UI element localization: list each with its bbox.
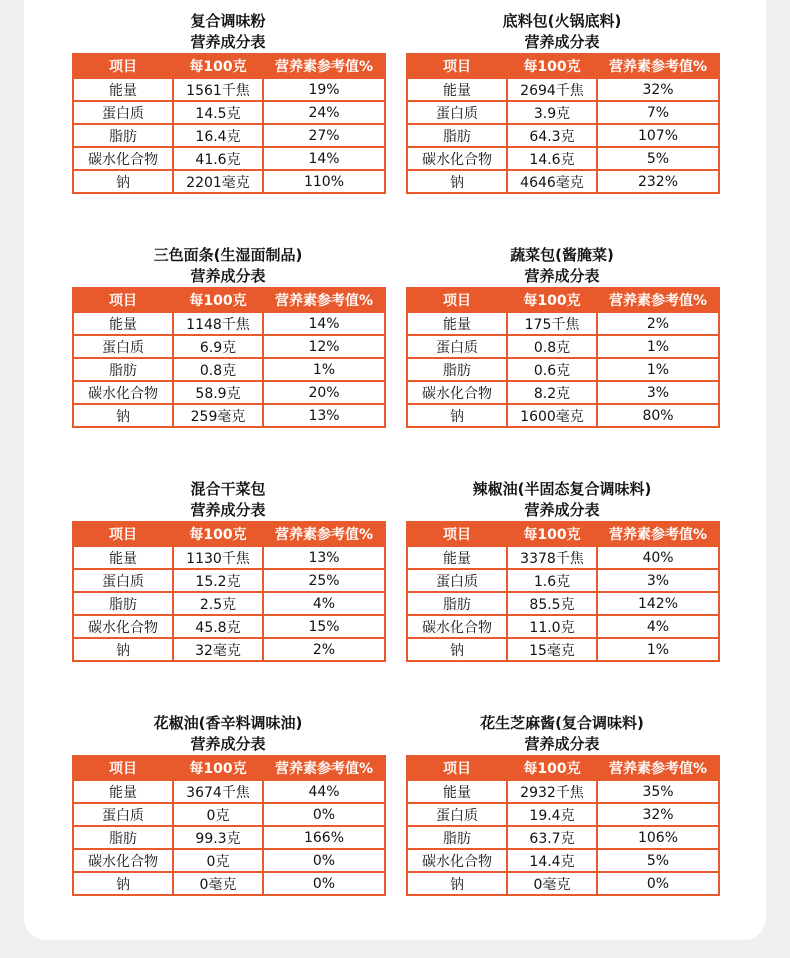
nutrient-name: 脂肪 (73, 826, 173, 849)
nutrient-nrv: 12% (263, 335, 385, 358)
nutrition-table (406, 755, 720, 896)
table-row (407, 381, 719, 404)
nutrient-name: 蛋白质 (407, 101, 507, 124)
table-row (73, 592, 385, 615)
header-per100: 每100克 (173, 288, 263, 312)
table-row (73, 569, 385, 592)
header-per100: 每100克 (173, 756, 263, 780)
product-title: 复合调味粉 (190, 12, 266, 30)
table-row (73, 147, 385, 170)
table-row (407, 101, 719, 124)
nutrient-nrv: 3% (597, 569, 719, 592)
nutrient-nrv: 0% (597, 872, 719, 895)
nutrient-name: 脂肪 (407, 358, 507, 381)
nutrient-nrv: 5% (597, 849, 719, 872)
nutrient-nrv: 19% (263, 78, 385, 101)
nutrient-name: 钠 (73, 638, 173, 661)
nutrient-amount: 2201毫克 (173, 170, 263, 193)
nutrient-nrv: 27% (263, 124, 385, 147)
table-row (407, 78, 719, 101)
nutrient-amount: 41.6克 (173, 147, 263, 170)
nutrient-nrv: 0% (263, 849, 385, 872)
nutrient-nrv: 166% (263, 826, 385, 849)
nutrition-table-block (406, 11, 718, 194)
nutrient-name: 脂肪 (407, 592, 507, 615)
table-row (407, 849, 719, 872)
table-row (73, 124, 385, 147)
nutrient-nrv: 13% (263, 546, 385, 569)
nutrition-table (406, 287, 720, 428)
nutrient-amount: 3.9克 (507, 101, 597, 124)
table-row (407, 592, 719, 615)
table-row (73, 335, 385, 358)
nutrient-name: 钠 (73, 170, 173, 193)
nutrient-nrv: 110% (263, 170, 385, 193)
header-nrv: 营养素参考值% (263, 522, 385, 546)
nutrient-name: 碳水化合物 (73, 615, 173, 638)
table-row (73, 170, 385, 193)
table-row (407, 780, 719, 803)
nutrient-amount: 0克 (173, 803, 263, 826)
table-row (407, 404, 719, 427)
nutrient-amount: 175千焦 (507, 312, 597, 335)
nutrient-nrv: 7% (597, 101, 719, 124)
nutrient-name: 蛋白质 (407, 335, 507, 358)
product-title: 辣椒油(半固态复合调味料) (472, 480, 652, 498)
nutrient-amount: 58.9克 (173, 381, 263, 404)
nutrient-nrv: 35% (597, 780, 719, 803)
nutrient-name: 能量 (407, 546, 507, 569)
header-nrv: 营养素参考值% (263, 288, 385, 312)
nutrient-amount: 0.8克 (507, 335, 597, 358)
nutrient-amount: 14.5克 (173, 101, 263, 124)
nutrient-amount: 14.4克 (507, 849, 597, 872)
nutrient-amount: 15毫克 (507, 638, 597, 661)
table-header-row (407, 522, 719, 546)
table-header-row (73, 54, 385, 78)
header-item: 项目 (407, 54, 507, 78)
nutrient-name: 脂肪 (73, 592, 173, 615)
nutrient-amount: 16.4克 (173, 124, 263, 147)
table-row (407, 872, 719, 895)
table-row (73, 78, 385, 101)
table-row (407, 312, 719, 335)
table-row (407, 826, 719, 849)
nutrient-name: 脂肪 (73, 358, 173, 381)
nutrient-amount: 0.6克 (507, 358, 597, 381)
nutrient-amount: 0毫克 (507, 872, 597, 895)
nutrient-nrv: 142% (597, 592, 719, 615)
nutrient-amount: 2694千焦 (507, 78, 597, 101)
nutrient-amount: 2932千焦 (507, 780, 597, 803)
header-per100: 每100克 (507, 756, 597, 780)
table-row (73, 780, 385, 803)
nutrient-name: 钠 (73, 872, 173, 895)
header-item: 项目 (73, 522, 173, 546)
nutrient-amount: 2.5克 (173, 592, 263, 615)
nutrition-table-block (406, 245, 718, 428)
nutrient-amount: 14.6克 (507, 147, 597, 170)
table-row (73, 615, 385, 638)
table-row (407, 335, 719, 358)
product-title: 底料包(火锅底料) (502, 12, 622, 30)
nutrient-amount: 15.2克 (173, 569, 263, 592)
header-item: 项目 (73, 54, 173, 78)
product-title: 花椒油(香辛料调味油) (153, 714, 303, 732)
nutrient-nrv: 106% (597, 826, 719, 849)
nutrient-nrv: 32% (597, 78, 719, 101)
header-item: 项目 (73, 288, 173, 312)
nutrient-nrv: 4% (263, 592, 385, 615)
nutrient-amount: 1561千焦 (173, 78, 263, 101)
product-title: 花生芝麻酱(复合调味料) (480, 714, 644, 732)
table-header-row (407, 288, 719, 312)
nutrient-name: 蛋白质 (73, 803, 173, 826)
nutrient-amount: 1600毫克 (507, 404, 597, 427)
nutrient-name: 钠 (407, 404, 507, 427)
nutrient-name: 碳水化合物 (407, 615, 507, 638)
nutrition-table-block (72, 479, 384, 662)
table-subtitle: 营养成分表 (190, 501, 266, 519)
table-row (73, 101, 385, 124)
header-item: 项目 (73, 756, 173, 780)
table-row (73, 803, 385, 826)
nutrient-nrv: 5% (597, 147, 719, 170)
nutrient-amount: 0毫克 (173, 872, 263, 895)
nutrient-amount: 3674千焦 (173, 780, 263, 803)
table-row (407, 615, 719, 638)
nutrient-nrv: 2% (597, 312, 719, 335)
table-header-row (73, 522, 385, 546)
nutrition-table (72, 755, 386, 896)
table-row (73, 546, 385, 569)
nutrient-name: 蛋白质 (73, 101, 173, 124)
table-row (73, 381, 385, 404)
nutrient-nrv: 40% (597, 546, 719, 569)
product-title: 混合干菜包 (190, 480, 266, 498)
table-row (73, 849, 385, 872)
nutrient-nrv: 0% (263, 872, 385, 895)
nutrient-name: 蛋白质 (407, 803, 507, 826)
nutrient-name: 钠 (407, 872, 507, 895)
nutrient-name: 能量 (73, 546, 173, 569)
nutrient-nrv: 44% (263, 780, 385, 803)
header-nrv: 营养素参考值% (597, 54, 719, 78)
nutrient-amount: 45.8克 (173, 615, 263, 638)
nutrient-nrv: 3% (597, 381, 719, 404)
nutrient-amount: 1.6克 (507, 569, 597, 592)
header-nrv: 营养素参考值% (263, 756, 385, 780)
header-per100: 每100克 (507, 288, 597, 312)
table-row (407, 803, 719, 826)
table-row (407, 638, 719, 661)
table-subtitle: 营养成分表 (190, 33, 266, 51)
header-nrv: 营养素参考值% (597, 288, 719, 312)
nutrient-nrv: 107% (597, 124, 719, 147)
header-per100: 每100克 (507, 54, 597, 78)
table-subtitle: 营养成分表 (524, 267, 600, 285)
nutrition-table-block (72, 11, 384, 194)
nutrient-amount: 259毫克 (173, 404, 263, 427)
header-per100: 每100克 (507, 522, 597, 546)
nutrient-amount: 0.8克 (173, 358, 263, 381)
nutrient-amount: 6.9克 (173, 335, 263, 358)
nutrient-nrv: 14% (263, 147, 385, 170)
table-subtitle: 营养成分表 (524, 33, 600, 51)
nutrient-nrv: 24% (263, 101, 385, 124)
nutrition-table (406, 53, 720, 194)
nutrient-nrv: 1% (597, 335, 719, 358)
nutrient-amount: 85.5克 (507, 592, 597, 615)
nutrient-nrv: 15% (263, 615, 385, 638)
nutrient-amount: 99.3克 (173, 826, 263, 849)
table-row (407, 546, 719, 569)
nutrient-nrv: 32% (597, 803, 719, 826)
nutrient-name: 能量 (73, 312, 173, 335)
nutrition-table-block (406, 713, 718, 896)
nutrient-nrv: 4% (597, 615, 719, 638)
product-title: 三色面条(生湿面制品) (153, 246, 303, 264)
nutrient-amount: 1148千焦 (173, 312, 263, 335)
nutrition-table (72, 287, 386, 428)
nutrient-name: 能量 (73, 780, 173, 803)
table-subtitle: 营养成分表 (190, 267, 266, 285)
table-row (407, 147, 719, 170)
nutrient-amount: 63.7克 (507, 826, 597, 849)
nutrient-name: 能量 (407, 78, 507, 101)
nutrient-name: 碳水化合物 (73, 147, 173, 170)
nutrition-table (72, 53, 386, 194)
table-row (407, 124, 719, 147)
table-row (73, 826, 385, 849)
nutrition-table (72, 521, 386, 662)
table-header-row (73, 288, 385, 312)
nutrient-nrv: 1% (597, 358, 719, 381)
header-per100: 每100克 (173, 54, 263, 78)
table-header-row (73, 756, 385, 780)
header-nrv: 营养素参考值% (597, 756, 719, 780)
header-nrv: 营养素参考值% (263, 54, 385, 78)
table-row (407, 569, 719, 592)
nutrient-name: 能量 (407, 312, 507, 335)
table-row (73, 638, 385, 661)
nutrient-nrv: 13% (263, 404, 385, 427)
nutrition-table-block (72, 713, 384, 896)
table-subtitle: 营养成分表 (524, 735, 600, 753)
nutrient-nrv: 20% (263, 381, 385, 404)
nutrient-name: 能量 (407, 780, 507, 803)
nutrient-name: 脂肪 (407, 124, 507, 147)
nutrient-amount: 4646毫克 (507, 170, 597, 193)
nutrient-name: 碳水化合物 (407, 147, 507, 170)
nutrient-amount: 1130千焦 (173, 546, 263, 569)
nutrient-name: 碳水化合物 (407, 381, 507, 404)
nutrient-amount: 32毫克 (173, 638, 263, 661)
nutrient-nrv: 1% (263, 358, 385, 381)
nutrient-name: 能量 (73, 78, 173, 101)
nutrient-name: 脂肪 (73, 124, 173, 147)
table-subtitle: 营养成分表 (524, 501, 600, 519)
nutrient-name: 脂肪 (407, 826, 507, 849)
table-row (73, 312, 385, 335)
table-subtitle: 营养成分表 (190, 735, 266, 753)
nutrient-nrv: 25% (263, 569, 385, 592)
nutrient-amount: 19.4克 (507, 803, 597, 826)
header-nrv: 营养素参考值% (597, 522, 719, 546)
nutrition-table-block (406, 479, 718, 662)
table-row (407, 170, 719, 193)
nutrient-amount: 0克 (173, 849, 263, 872)
nutrient-name: 钠 (407, 638, 507, 661)
nutrient-name: 碳水化合物 (407, 849, 507, 872)
nutrient-name: 蛋白质 (73, 335, 173, 358)
table-row (73, 872, 385, 895)
nutrient-name: 钠 (73, 404, 173, 427)
nutrient-name: 钠 (407, 170, 507, 193)
nutrient-name: 蛋白质 (407, 569, 507, 592)
nutrition-table (406, 521, 720, 662)
nutrient-nrv: 80% (597, 404, 719, 427)
header-item: 项目 (407, 288, 507, 312)
header-item: 项目 (407, 756, 507, 780)
table-row (73, 404, 385, 427)
table-row (407, 358, 719, 381)
nutrient-nrv: 14% (263, 312, 385, 335)
nutrient-nrv: 232% (597, 170, 719, 193)
nutrient-nrv: 1% (597, 638, 719, 661)
table-header-row (407, 756, 719, 780)
nutrient-name: 蛋白质 (73, 569, 173, 592)
nutrient-nrv: 2% (263, 638, 385, 661)
header-per100: 每100克 (173, 522, 263, 546)
header-item: 项目 (407, 522, 507, 546)
nutrient-name: 碳水化合物 (73, 849, 173, 872)
nutrient-name: 碳水化合物 (73, 381, 173, 404)
nutrient-amount: 3378千焦 (507, 546, 597, 569)
nutrition-table-block (72, 245, 384, 428)
product-title: 蔬菜包(酱腌菜) (510, 246, 614, 264)
nutrient-amount: 8.2克 (507, 381, 597, 404)
table-row (73, 358, 385, 381)
nutrient-nrv: 0% (263, 803, 385, 826)
nutrient-amount: 11.0克 (507, 615, 597, 638)
nutrient-amount: 64.3克 (507, 124, 597, 147)
table-header-row (407, 54, 719, 78)
